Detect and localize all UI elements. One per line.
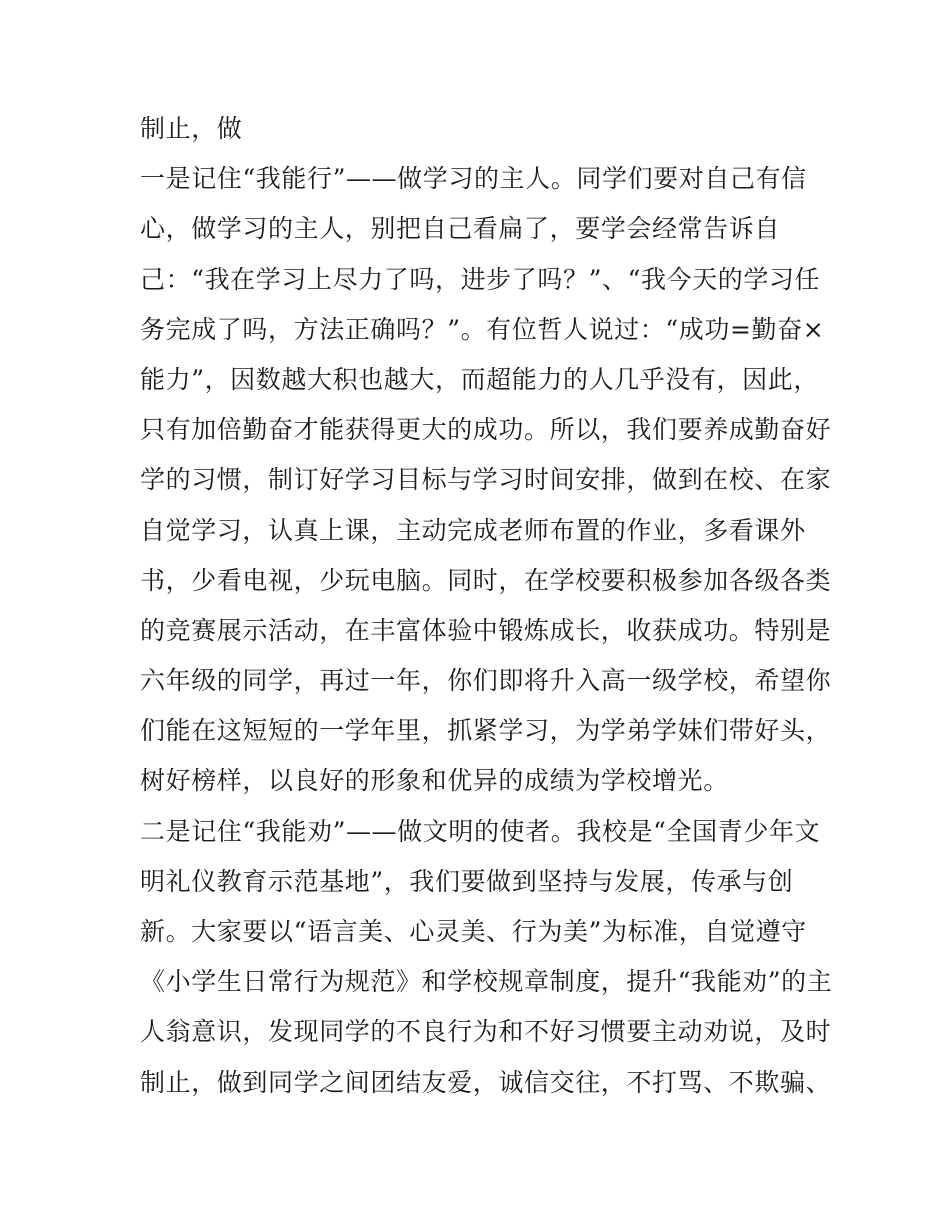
text-line: 的竞赛展示活动，在丰富体验中锻炼成长，收获成功。特别是 [140, 615, 832, 645]
text-line: 务完成了吗，方法正确吗？”。有位哲人说过：“成功=勤奋× [140, 314, 825, 344]
text-line: 明礼仪教育示范基地”，我们要做到坚持与发展，传承与创 [140, 866, 794, 896]
text-line: 学的习惯，制订好学习目标与学习时间安排，做到在校、在家 [140, 465, 832, 495]
text-line: 《小学生日常行为规范》和学校规章制度，提升“我能劝”的主 [140, 967, 833, 997]
text-line: 人翁意识，发现同学的不良行为和不好习惯要主动劝说，及时 [140, 1017, 832, 1047]
text-line: 只有加倍勤奋才能获得更大的成功。所以，我们要养成勤奋好 [140, 415, 832, 445]
text-line: 自觉学习，认真上课，主动完成老师布置的作业，多看课外 [140, 515, 806, 545]
text-line: 二是记住“我能劝”——做文明的使者。我校是“全国青少年文 [140, 816, 821, 846]
text-line: 新。大家要以“语言美、心灵美、行为美”为标准，自觉遵守 [140, 917, 807, 946]
text-line: 制止，做到同学之间团结友爱，诚信交往，不打骂、不欺骗、 [140, 1067, 832, 1097]
body-text [140, 104, 840, 1108]
text-line: 心，做学习的主人，别把自己看扁了，要学会经常告诉自 [140, 214, 781, 244]
text-line: 一是记住“我能行”——做学习的主人。同学们要对自己有信 [140, 164, 807, 194]
text-line: 书，少看电视，少玩电脑。同时，在学校要积极参加各级各类 [140, 565, 832, 595]
text-line: 树好榜样，以良好的形象和优异的成绩为学校增光。 [140, 766, 729, 796]
text-line: 制止，做 [140, 114, 243, 143]
text-line: 六年级的同学，再过一年，你们即将升入高一级学校，希望你 [140, 666, 832, 696]
text-line: 能力”，因数越大积也越大，而超能力的人几乎没有，因此， [140, 364, 819, 394]
text-line: 们能在这短短的一学年里，抓紧学习，为学弟学妹们带好头， [140, 716, 832, 746]
text-line: 己：“我在学习上尽力了吗，进步了吗？”、“我今天的学习任 [140, 264, 821, 294]
